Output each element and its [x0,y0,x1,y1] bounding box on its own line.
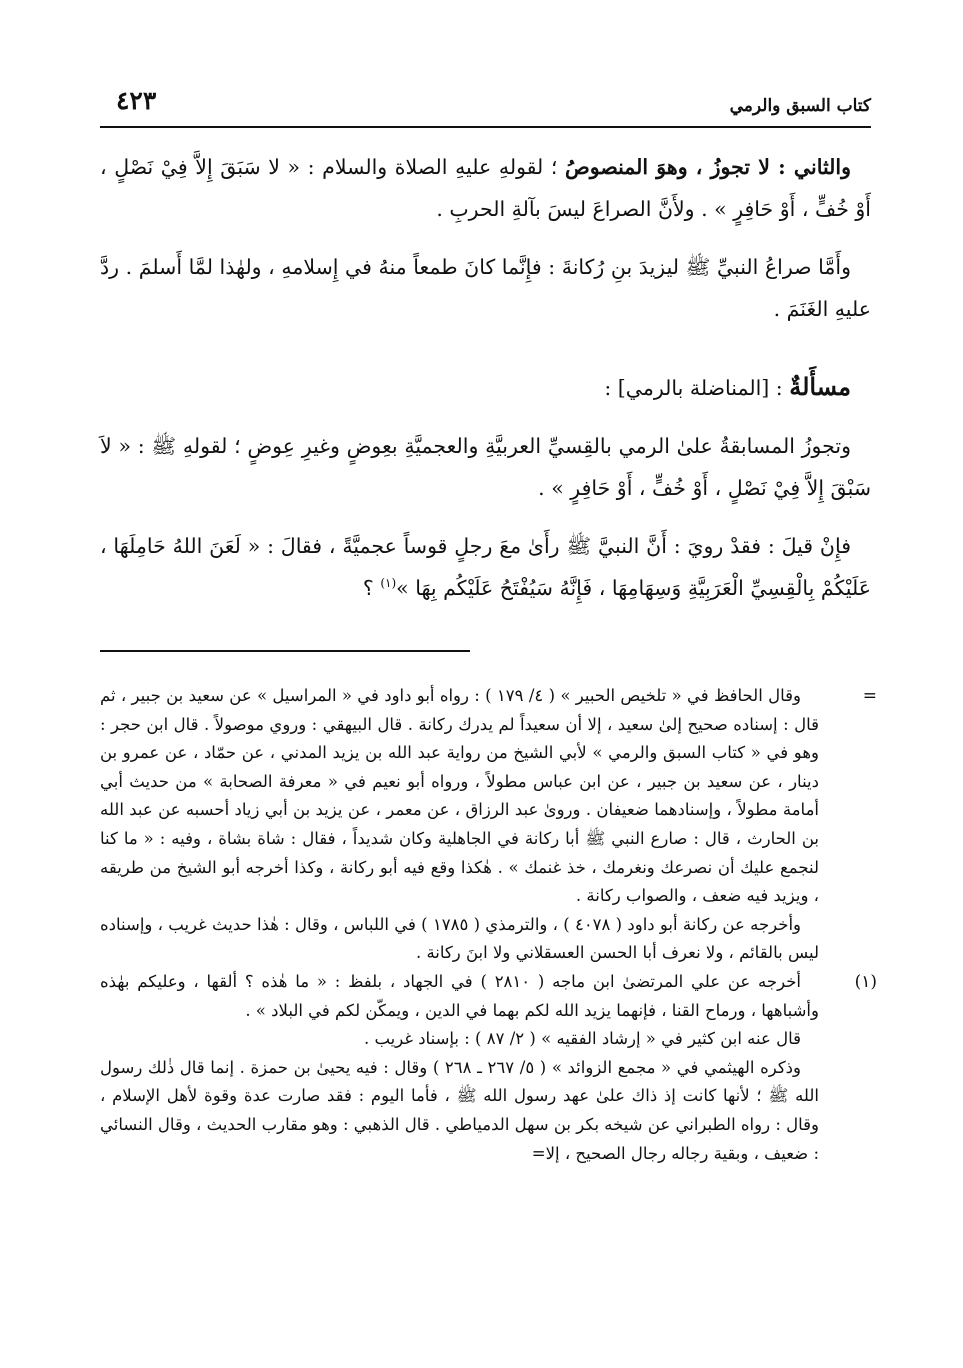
paragraph-text: ؛ لقولهِ عليهِ الصلاة والسلام : « لا سَبَقَ إِلاَّ فِيْ نَصْلٍ ، أَوْ خُفٍّ ، أَوْ حَافِرٍ » . ولأَنَّ الصراعَ ليسَ بآلةِ الحربِ . [100,155,871,221]
page-number: ٤٢٣ [116,86,157,115]
paragraph-wrestling: وأَمَّا صراعُ النبيِّ ﷺ ليزيدَ بنِ رُكانةَ : فإِنَّما كانَ طمعاً منهُ في إِسلامهِ ، ولهٰذا لمَّا أَسلمَ . ردَّ عليهِ الغَنَمَ . [100,255,871,321]
footnote-continuation [100,682,877,968]
issue-label: مسأَلةٌ [789,372,851,401]
paragraph-lead: والثاني : لا تجوزُ ، وهوَ المنصوصُ [564,155,851,179]
footnote-reference[interactable]: (١) [380,576,397,591]
paragraph-objection [100,525,871,609]
footnote-number: (١) [854,971,877,992]
footnote-paragraph: وقال الحافظ في « تلخيص الحبير » ( ٤/ ١٧٩ ) : رواه أبو داود في « المراسيل » عن سعيد بن جبير ، ثم قال : إسناده صحيح إلىٰ سعيد ، إلا أن سعيداً لم يدرك ركانة . قال البيهقي : وروي موصولاً . قال ابن حجر : وهو في « كتاب السبق والرمي » لأبي الشيخ من رواية عبد الله بن يزيد المدني ، عن حمّاد ، عن عمرو بن دينار ، عن سعيد بن جبير ، عن ابن عباس مطولاً ، ورواه أبو نعيم في « معرفة الصحابة » من حديث أبي أمامة مطولاً ، وإسنادهما ضعيفان . وروىٰ عبد الرزاق ، عن معمر ، عن يزيد بن أبي زياد أحسبه عن عبد الله بن الحارث ، قال : صارع النبي ﷺ أبا ركانة في الجاهلية وكان شديداً ، فقال : شاة بشاة ، وفيه : « ما كنا لنجمع عليك أن نصرعك ونغرمك ، خذ غنمك » . هٰكذا وقع فيه أبو ركانة ، وكذا أخرجه أبو الشيخ من طريقه ، ويزيد فيه ضعف ، والصواب ركانة . [100,686,819,906]
footnote-separator [100,650,470,652]
issue-heading [100,366,871,409]
main-text [100,146,871,625]
footnote-paragraph: وأخرجه عن ركانة أبو داود ( ٤٠٧٨ ) ، والترمذي ( ١٧٨٥ ) في اللباس ، وقال : هٰذا حديث غريب ، وإسناده ليس بالقائم ، ولا نعرف أبا الحسن العسقلاني ولا ابنَ ركانة . [100,914,819,963]
footnote-paragraph: أخرجه عن علي المرتضىٰ ابن ماجه ( ٢٨١٠ ) في الجهاد ، بلفظ : « ما هٰذه ؟ ألقها ، وعليكم بهٰذه وأشباهها ، ورماح القنا ، فإنهما يزيد الله لكم بهما في الدين ، ويمكّن لكم في البلاد » . [100,971,819,1020]
paragraph-archery: وتجوزُ المسابقةُ علىٰ الرمي بالقِسيِّ العربيَّةِ والعجميَّةِ بعِوضٍ وغيرِ عِوضٍ ؛ لقولهِ ﷺ : « لاَ سَبْقَ إِلاَّ فِيْ نَصْلٍ ، أَوْ خُفٍّ ، أَوْ حَافِرٍ » . [100,434,871,500]
issue-title: : [المناضلة بالرمي] : [604,376,790,400]
paragraph-text: فإِنْ قيلَ : فقدْ رويَ : أَنَّ النبيَّ ﷺ رأَىٰ معَ رجلٍ قوساً عجميَّةً ، فقالَ : « لَعَنَ اللهُ حَامِلَهَا ، عَلَيْكُمْ بِالْقِسِيِّ الْعَرَبِيَّةِ وَسِهَامِهَا ، فَإِنَّهُ سَيُفْتَحُ عَلَيْكُم بِهَا » [100,534,871,600]
continuation-marker: = [862,686,877,706]
footnote-paragraph: قال عنه ابن كثير في « إرشاد الفقيه » ( ٢/ ٨٧ ) : بإسناد غريب . [363,1029,801,1049]
footnote-1 [100,968,877,1168]
paragraph-second-view [100,146,871,230]
footnote-paragraph: وذكره الهيثمي في « مجمع الزوائد » ( ٥/ ٢٦٧ ـ ٢٦٨ ) وقال : فيه يحيىٰ بن حمزة . إنما قال ذٰلك رسول الله ﷺ ؛ لأنها كانت إذ ذاك علىٰ عهد رسول الله ﷺ ، فأما اليوم : فقد صارت عدة وقوة لأهل الإسلام ، وقال : رواه الطبراني عن شيخه بكر بن سهل الدمياطي . قال الذهبي : وهو مقارب الحديث ، وقال النسائي : ضعيف ، وبقية رجاله رجال الصحيح ، إلا= [100,1057,819,1163]
footnotes [100,682,877,1168]
running-title: كتاب السبق والرمي [729,96,871,116]
question-mark: ؟ [362,576,381,600]
page-header [100,86,871,128]
